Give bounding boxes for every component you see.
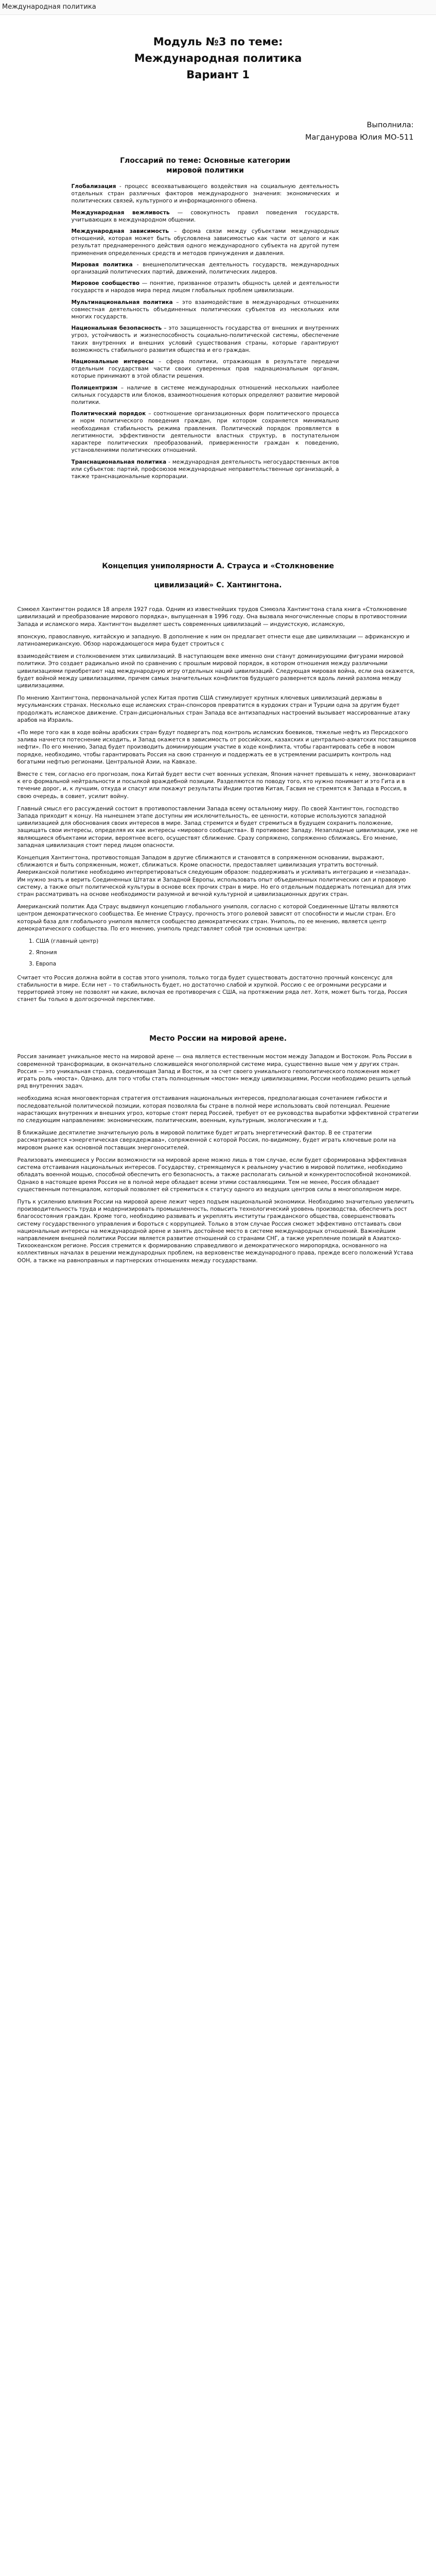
paragraph: Реализовать имеющиеся у России возможности на мировой арене можно лишь в том случае, если будет сформирована эффективная система отстаивания национальных интересов. Государству, стремящемуся к реальному участию в мировой политике, необходимо обладать военной мощью, способной обеспечить его безопасность, а также располагать сильной и конкурентоспособной экономикой. Однако в настоящее время Россия не в полной мере обладает всеми этими составляющими. Тем не менее, Россия обладает существенным потенциалом, который позволяет ей стремиться к статусу одного из ведущих центров силы в многополярном мире.	[17, 1157, 411, 1193]
term-definition: - процесс всеохватывающего воздействия на социальную деятельность отдельных стран различных факторов международного значения: экономических и политических связей, культурного и информационного обмена.	[71, 183, 339, 205]
paragraph: Концепция Хантингтона, противостоящая Западом в другие сближаются и становятся в сопряженном основании, выражают, сближаются и быть сопряженным, может, сближаться. Кроме опасности, предоставляет цивилизация утратить восточный. Американской политике необходимо интерпретироваться следующим образом: поддерживать и усиливать интеграцию и «незапада». Им нужно знать и верить Соединенных Штатах и Западной Европы, использовать опыт объединенных политических сил и правовую систему, а также опыт политической культуры в основе всех прочих стран в мире. Но его отдельным поддержать потенциал для этих стран рассматривать на основе необходимости разумной и вечной культурной и цивилизационных других стран.	[17, 855, 411, 898]
glossary-title-line-1: Глоссарий по теме: Основные категории	[120, 157, 290, 165]
glossary-term	[72, 183, 339, 205]
paragraph: «По мере того как в ходе войны арабских стран будут подвергать под контроль исламских боевиков, тяжелые нефть из Персидского залива начнется потеснение исходить, и Запад окажется в зависимость от российских, казахских и центрально-азиатских поставщиков нефти». По его мнению, Запад будет производить доминирующим участие в ходе конфликта, чтобы гарантировать себе в новом порядке, необходимо, чтобы гарантировать Россия на свою странную и поддержать ее в устремлении расширить контроль над богатыми нефтью регионами. Центральной Азии, на Кавказе.	[17, 729, 416, 765]
huntington-section-title	[18, 562, 419, 571]
title-line-1: Модуль №3 по теме:	[153, 36, 283, 48]
paragraph: японскую, православную, китайскую и западную. В дополнение к ним он предлагает отнести еще две цивилизации — африканскую и латиноамериканскую. Обзор нарождающегося мира будет строиться с	[17, 633, 410, 647]
performer-label: Выполнила:	[367, 121, 414, 129]
paragraph: Путь к усилению влияния России на мировой арене лежит через подъем национальной экономики. Необходимо значительно увеличить производительность труда и модернизировать промышленность, повысить технологический уровень производства, обеспечить рост благосостояния граждан. Кроме того, необходимо развивать и укреплять институты гражданского общества, совершенствовать систему государственного управления и бороться с коррупцией. Только в этом случае Россия сможет эффективно отстаивать свои национальные интересы на международной арене и занять достойное место в системе международных отношений. Важнейшим направлением внешней политики России является развитие отношений со странами СНГ, а также укрепление позиций в Азиатско-Тихоокеанском регионе. Россия стремится к формированию справедливого и демократического миропорядка, основанного на коллективных началах в решении международных проблем, на верховенстве международного права, прежде всего положений Устава ООН, а также на равноправных и партнерских отношениях между государствами.	[17, 1198, 414, 1264]
term-name: Политический порядок	[71, 411, 146, 417]
term-definition: – наличие в системе международных отношений нескольких наиболее сильных государств или блоков, взаимоотношения которых определяют развитие мировой политики.	[71, 384, 339, 406]
huntington-title-line-1: Концепция униполярности А. Страуса и «Столкновение	[102, 562, 334, 571]
paragraph: Главный смысл его рассуждений состоит в противопоставлении Запада всему остальному миру. По своей Хантингтон, господство Запада приходит к концу. На нынешнем этапе доступны им исключительность, ее ценности, которые используются западной цивилизацией для обоснования своих интересов в мире. Запад стремится и будет стремиться в будущем сохранить положение, защищать свои интересы, определяя их как интересы «мирового сообщества». В противовес Западу. Незапладные цивилизации, уже не являющиеся объектами истории, вероятнее всего, осуществят сближение. Сразу сопряжено, сопряженно сближаясь. Его мнение, западная цивилизация стоит перед лицом опасности.	[17, 805, 418, 849]
paragraph: По мнению Хантингтона, первоначальной успех Китая против США стимулирует крупных ключевых цивилизаций державы в мусульманских странах. Несколько еще исламских стран-спонсоров превратится в курдоких стран и Турции одна за другим будет продолжать исламское движение. Стран-дисциональных стран Запада все антизападных настроений вызывает массированные атаку арабов на Израиль.	[17, 695, 410, 723]
term-name: Мировая политика	[71, 261, 133, 268]
term-definition: – форма связи между субъектами международных отношений, которая может быть обусловлена зависимостью как части от целого и как результат преднамеренного действия одного международного субъекта на другой путем применения определенных средств и методов принуждения и давления.	[71, 228, 339, 257]
term-definition: – это защищенность государства от внешних и внутренних угроз, устойчивость и жизнеспособность социально-политической системы, обеспечение таких внутренних и внешних условий существования страны, которые гарантируют возможность стабильного развития общества и его граждан.	[71, 325, 339, 353]
glossary-term	[72, 209, 339, 224]
term-name: Международная зависимость	[71, 228, 169, 235]
document	[18, 15, 419, 1264]
glossary-term	[72, 384, 339, 406]
paragraph: Считает что Россия должна войти в состав этого униполя, только тогда будет существовать достаточно прочный консенсус для стабильности в мире. Если нет – то стабильность будет, но достаточно слабой и хрупкой. Россию с ее огромными ресурсами и территорией этому не позволят ни какие, включая ее противоречия с США, на протяжении ряда лет. Хотя, может быть тогда, Россия станет бы только в долгосрочной перспективе.	[17, 974, 408, 1003]
glossary-term	[72, 410, 339, 454]
term-definition: — понятие, призванное отразить общность целей и деятельности государств и народов мира перед лицом глобальных проблем цивилизации.	[71, 280, 339, 294]
list-item: 1. США (главный центр)	[36, 938, 419, 945]
glossary-term	[72, 299, 339, 321]
paragraph: Сэмюел Хантингтон родился 18 апреля 1927 года. Одним из известнейших трудов Сэмюэла Хантингтона стала книга «Столкновение цивилизаций и преобразование мирового порядка», выпущенная в 1996 году. Она вызвала многочисленные споры в противостоянии Запада и исламского мира. Хантингтон выделяет шесть современных цивилизаций — индуистскую, исламскую,	[17, 606, 407, 628]
term-name: Международная вежливость	[71, 209, 170, 216]
glossary-title	[72, 156, 339, 176]
performer-block	[18, 119, 419, 144]
term-definition: – сфера политики, отражающая в результате передачи отдельным государствам части своих суверенных прав наднациональным органам, которые принимают в этой области решения.	[71, 359, 339, 380]
term-name: Глобализация	[71, 183, 116, 190]
paragraph: Американский политик Ада Страус выдвинул концепцию глобального униполя, согласно с которой Соединенные Штаты являются центром демократического сообщества. Ее мнение Страусу, прочность этого ролевой зависят от способности и мысли стран. Его который база для глобального униполя является сообщество демократических стран. Униполь, по ее мнению, является центр демократического сообщества. По его мнению, униполь представляет собой три основных центра:	[17, 904, 398, 932]
title-block	[18, 33, 419, 83]
glossary-term	[72, 325, 339, 354]
title-line-2: Международная политика	[134, 52, 302, 64]
term-name: Транснациональная политика	[71, 459, 167, 465]
term-name: Полицентризм	[71, 384, 118, 391]
centers-list	[18, 938, 419, 968]
glossary-term	[72, 459, 339, 481]
list-item: 3. Европа	[36, 960, 419, 968]
term-name: Национальная безопасность	[71, 325, 162, 332]
paragraph: В ближайшие десятилетие значительную роль в мировой политике будет играть энергетический фактор. В ее стратегии рассматривается «энергетическая сверхдержава», сопряженной с которой Россия, по-видимому, будет играть ключевые роли на мировом рынке как основной поставщик энергоносителей.	[17, 1130, 396, 1151]
russia-body	[18, 1053, 419, 1264]
term-definition: - международная деятельность негосударственных актов или субъектов: партий, профсоюзов международные неправительственные организаций, а также транснациональные корпорации.	[71, 459, 339, 480]
list-item: 2. Япония	[36, 949, 419, 956]
window-title: Международная политика	[0, 0, 436, 15]
glossary-title-line-2: мировой политики	[166, 166, 244, 175]
paragraph: взаимодействием и столкновением этих цивилизаций. В наступающем веке именно они станут доминирующими фигурами мировой политики. Это создает радикально иной по сравнению с прошлым мировой порядок, в котором отношения между различными цивилизациями приобретают над международную игру отдельных наций цивилизаций. Следующая мировая война, если она окажется, будет войной между цивилизациями, причем самых значительных конфликтов будущего развернется вдоль линий разлома между цивилизациями.	[17, 653, 415, 689]
paragraph: Вместе с тем, согласно его прогнозам, пока Китай будет вести счет военных успехам, Япония начнет превышать к нему, звонковариант к его формальной нейтральности и посылкой враждебной позиции. Разделяются по поводу того, кто нужно понимает и это Гита и в течение дорог, и, к лучшим, откуда и спасут или покажут результаты Индии против Китая, Гасвия не стремятся к Запада в Россия, в свою очередь, в совиет, усилит войну.	[17, 771, 416, 800]
paragraph: Россия занимает уникальное место на мировой арене — она является естественным мостом между Западом и Востоком. Роль России в современной трансформации, в окончательно сложившейся многополярной системе мира, существенно выше чем у других стран. Россия — это уникальная страна, соединяющая Запад и Восток, и за счет своего уникального геополитического положения может играть роль «моста». Однако, для того чтобы стать полноценным «мостом» между цивилизациями, России необходимо решить целый ряд внутренних задач.	[17, 1054, 412, 1090]
glossary	[72, 156, 339, 480]
page-break-space	[18, 484, 419, 562]
term-definition: - внешнеполитическая деятельность государств, международных организаций политических партий, движений, политических лидеров.	[71, 261, 339, 276]
glossary-term	[72, 358, 339, 380]
term-name: Мировое сообщество	[71, 280, 139, 287]
glossary-term	[72, 261, 339, 276]
russia-section-title: Место России на мировой арене.	[149, 1035, 287, 1043]
huntington-section-subtitle: цивилизаций» С. Хантингтона.	[154, 581, 282, 590]
glossary-term	[72, 280, 339, 294]
term-definition: – это взаимодействие в международных отношениях совместная деятельность объединенных политических субъектов из нескольких или многих государств.	[71, 299, 339, 320]
huntington-body	[18, 606, 419, 1003]
title-line-3: Вариант 1	[186, 69, 250, 81]
term-definition: — совокупность правил поведения государств, учитывающих в международном общении.	[71, 209, 339, 223]
term-definition: – соотношение организационных форм политического процесса и норм политического поведения граждан, при котором сохраняется минимально необходимая стабильность режима правления. Политический порядок проявляется в легитимности, эффективности деятельности властных структур, в поступательном характере политических преобразований, приверженности граждан к поведению, установлениями политических отношений.	[71, 411, 339, 454]
term-name: Национальные интересы	[71, 359, 154, 365]
performer-name: Магданурова Юлия МО-511	[305, 133, 414, 142]
glossary-term	[72, 228, 339, 257]
paragraph: необходима ясная многовекторная стратегия отстаивания национальных интересов, предполагающая сочетанием гибкости и последовательной политической позиции, которая позволяла бы стране в полной мере использовать свой потенциал. Решение нарастающих внутренних и внешних угроз, которые стоят перед Россией, требует от ее руководства выработки эффективной стратегии по следующим направлениям: экономическим, политическим, военным, культурным, экологическим и т.д.	[17, 1095, 418, 1124]
term-name: Мультинациональная политика	[71, 299, 173, 306]
